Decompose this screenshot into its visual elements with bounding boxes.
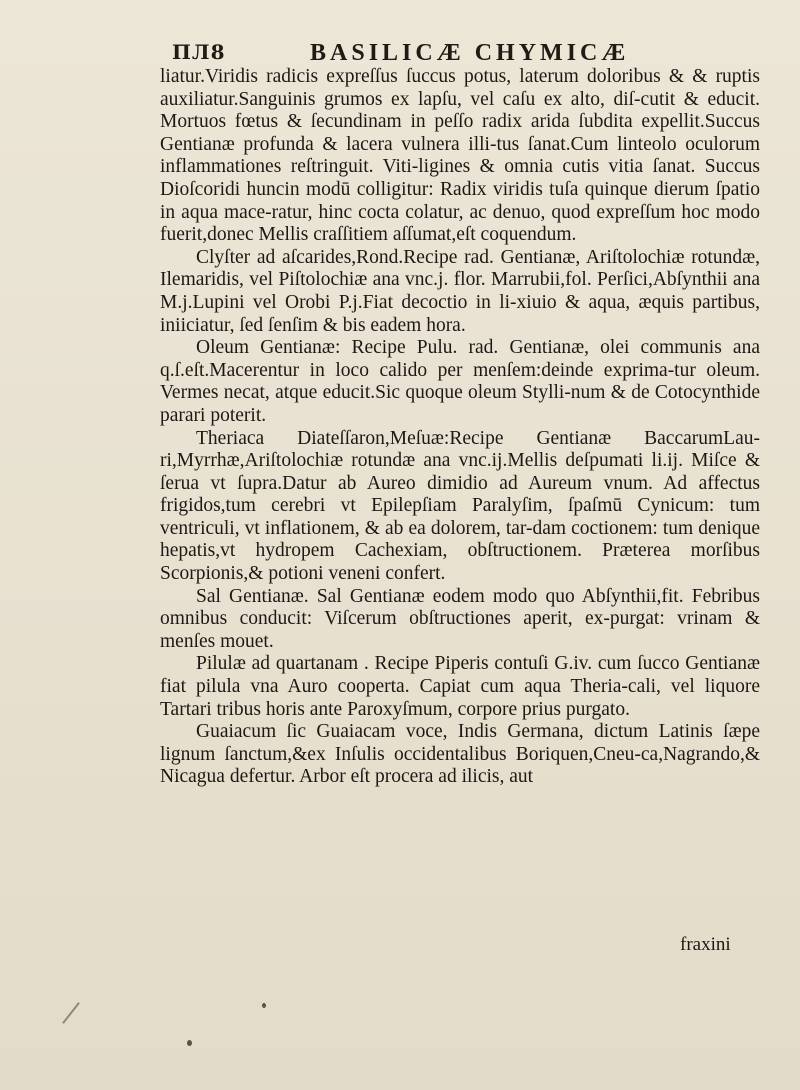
paragraph-guaiacum: Guaiacum ſic Guaiacam voce, Indis Germana, dictum Latinis ſæpe lignum ſanctum,&ex Inſulis occidentalibus Boriquen,Cneu-ca,Nagrando,& Nicagua defertur. Arbor eſt procera ad ilicis, aut bbox=[160, 721, 760, 788]
ink-spot bbox=[262, 1003, 266, 1008]
paragraph-pilulae: Pilulæ ad quartanam . Recipe Piperis contuſi G.iv. cum ſucco Gentianæ fiat pilula vna Auro cooperta. Capiat cum aqua Theria-cali, vel liquore Tartari tribus horis ante Paroxyſmum, corpore prius purgato. bbox=[160, 653, 760, 720]
body-text bbox=[160, 66, 760, 789]
paragraph-oleum-gentianae: Oleum Gentianæ: Recipe Pulu. rad. Gentianæ, olei communis ana q.ſ.eſt.Macerentur in loco calido per menſem:deinde exprima-tur oleum. Vermes necat, atque educit.Sic quoque oleum Stylli-num & de Cotocynthide parari poterit. bbox=[160, 337, 760, 426]
catchword: fraxini bbox=[680, 934, 731, 955]
paragraph-succus-gentianae: liatur.Viridis radicis expreſſus ſuccus potus, laterum doloribus & & ruptis auxiliatur.Sanguinis grumos ex lapſu, vel caſu ex alto, diſ-cutit & educit. Mortuos fœtus & ſecundinam in peſſo radix arida ſubdita expellit.Succus Gentianæ profunda & lacera vulnera illi-tus ſanat.Cum linteolo oculorum inflammationes reſtringuit. Viti-ligines & omnia cutis vitia ſanat. Succus Dioſcoridi huncin modū colligitur: Radix viridis tuſa quinque dierum ſpatio in aqua mace-ratur, hinc cocta colatur, ac denuo, quod expreſſum hoc modo fuerit,donec Mellis craſſitiem aſſumat,eſt coquendum. bbox=[160, 66, 760, 246]
paragraph-sal-gentianae: Sal Gentianæ. Sal Gentianæ eodem modo quo Abſynthii,fit. Febribus omnibus conducit: Viſcerum obſtructiones aperit, ex-purgat: vrinam & menſes mouet. bbox=[160, 585, 760, 652]
paragraph-theriaca: Theriaca Diateſſaron,Meſuæ:Recipe Gentianæ BaccarumLau-ri,Myrrhæ,Ariſtolochiæ rotundæ ana vnc.ij.Mellis deſpumati li.ij. Miſce & ſerua vt ſupra.Datur ab Aureo dimidio ad Aureum vnum. Ad affectus frigidos,tum cerebri vt Epilepſiam Paralyſim, ſpaſmū Cynicum: tum ventriculi, vt inflationem, & ab ea dolorem, tar-dam coctionem: tum denique hepatis,vt hydropem Cachexiam, obſtructionem. Præterea morſibus Scorpionis,& potioni veneni confert. bbox=[160, 427, 760, 585]
ink-spot bbox=[187, 1040, 192, 1046]
page-number: ПЛ8 bbox=[172, 40, 226, 64]
page-header bbox=[140, 30, 760, 70]
paragraph-clyster: Clyſter ad aſcarides,Rond.Recipe rad. Gentianæ, Ariſtolochiæ rotundæ, Ilemaridis, vel Piſtolochiæ ana vnc.j. flor. Marrubii,fol. Perſici,Abſynthii ana M.j.Lupini vel Orobi P.j.Fiat decoctio in li-xiuio & aqua, æquis partibus, iniiciatur, ſed ſenſim & bis eadem hora. bbox=[160, 246, 760, 336]
running-head: BASILICÆ CHYMICÆ bbox=[310, 40, 630, 66]
pencil-mark bbox=[62, 1002, 80, 1024]
